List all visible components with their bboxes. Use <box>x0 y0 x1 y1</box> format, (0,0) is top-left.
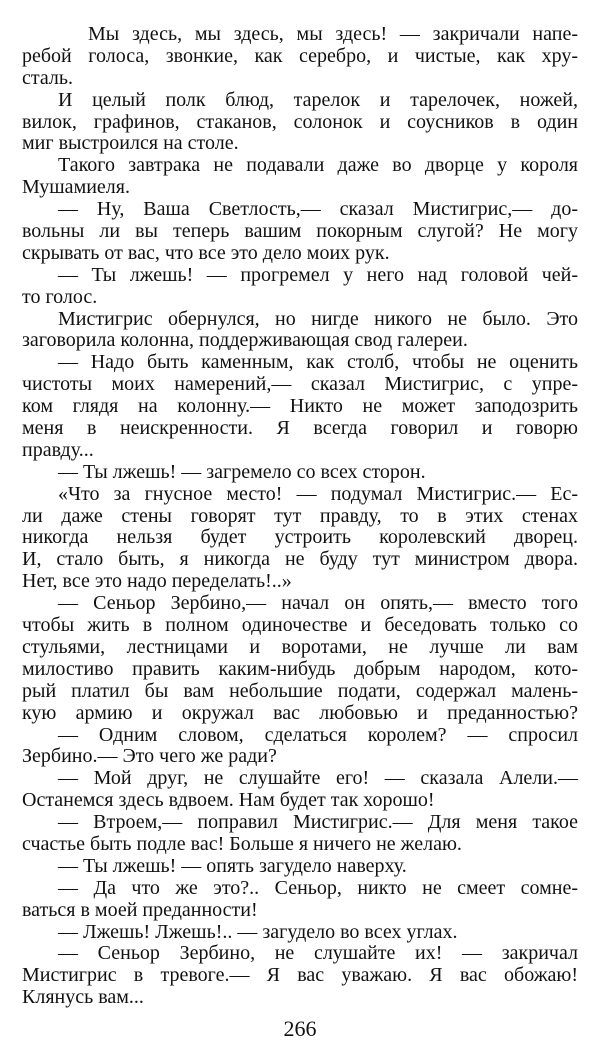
text-line: сталь. <box>22 66 74 89</box>
text-line: правду... <box>22 438 94 461</box>
text-line: — Сеньор Зербино, не слушайте их! — закричал <box>58 942 578 965</box>
text-line: Нет, все это надо переделать!..» <box>22 570 292 593</box>
text-line: Мистигрис обернулся, но нигде никого не было. Это <box>58 307 578 330</box>
text-line: Клянусь вам... <box>22 986 144 1009</box>
text-line: — Ты лжешь! — прогремел у него над головой чей- <box>58 263 578 286</box>
text-line: ребой голоса, звонкие, как серебро, и чистые, как хру- <box>22 44 578 67</box>
text-line: — Сеньор Зербино,— начал он опять,— вместо того <box>58 592 578 615</box>
text-line: «Что за гнусное место! — подумал Мистигрис.— Ес- <box>58 482 578 505</box>
text-line: то голос. <box>22 285 98 308</box>
text-line: — Надо быть каменным, как столб, чтобы не оценить <box>58 351 578 374</box>
text-line: чистоты моих намерений,— сказал Мистигрис, с упре- <box>22 373 578 396</box>
text-line: — Да что же это?.. Сеньор, никто не смеет сомне- <box>58 876 578 899</box>
text-line: И целый полк блюд, тарелок и тарелочек, ножей, <box>58 88 578 111</box>
text-line: — Мой друг, не слушайте его! — сказала Алели.— <box>58 767 578 790</box>
text-line: милостиво править каким-нибудь добрым народом, кото- <box>22 657 578 680</box>
page-number: 266 <box>283 1016 317 1041</box>
text-line: Мистигрис в тревоге.— Я вас уважаю. Я вас обожаю! <box>22 964 578 987</box>
text-line: кую армию и окружал вас любовью и преданностью? <box>22 701 578 724</box>
text-line: Зербино.— Это чего же ради? <box>22 745 277 768</box>
text-line: ком глядя на колонну.— Никто не может заподозрить <box>22 395 578 418</box>
text-line: Мушамиеля. <box>22 176 130 199</box>
text-line: миг выстроился на столе. <box>22 132 239 155</box>
text-line: Такого завтрака не подавали даже во дворце у короля <box>58 154 578 177</box>
text-line: меня в неискренности. Я всегда говорил и говорю <box>22 417 578 440</box>
text-line: рый платил бы вам небольшие подати, содержал малень- <box>22 679 578 702</box>
text-line: — Ну, Ваша Светлость,— сказал Мистигрис,— до- <box>58 198 578 221</box>
text-line: скрывать от вас, что все это дело моих рук. <box>22 241 390 264</box>
text-line: никогда нельзя будет устроить королевский дворец. <box>22 526 578 549</box>
text-line: заговорила колонна, поддерживающая свод галереи. <box>22 329 468 352</box>
text-line: ваться в моей преданности! <box>22 898 258 921</box>
page-body-text <box>22 24 578 1009</box>
text-line: вольны ли вы теперь вашим покорным слугой? Не могу <box>22 220 578 243</box>
text-line: Останемся здесь вдвоем. Нам будет так хорошо! <box>22 789 435 812</box>
text-line: Мы здесь, мы здесь, мы здесь! — закричали напе- <box>88 23 578 45</box>
text-line: вилок, графинов, стаканов, солонок и соусников в один <box>22 110 578 133</box>
text-line: — Лжешь! Лжешь!.. — загудело во всех углах. <box>58 920 458 943</box>
text-line: — Втроем,— поправил Мистигрис.— Для меня такое <box>58 811 578 834</box>
text-line: — Одним словом, сделаться королем? — спросил <box>58 723 578 746</box>
text-line: счастье быть подле вас! Больше я ничего не желаю. <box>22 832 462 855</box>
text-line: И, стало быть, я никогда не буду тут министром двора. <box>22 548 578 571</box>
text-line: — Ты лжешь! — опять загудело наверху. <box>58 854 407 877</box>
text-line: стульями, лестницами и воротами, не лучше ли вам <box>22 635 578 658</box>
text-line: чтобы жить в полном одиночестве и беседовать только со <box>22 614 578 637</box>
text-line: ли даже стены говорят тут правду, то в этих стенах <box>22 504 578 527</box>
text-line: — Ты лжешь! — загремело со всех сторон. <box>58 460 426 483</box>
